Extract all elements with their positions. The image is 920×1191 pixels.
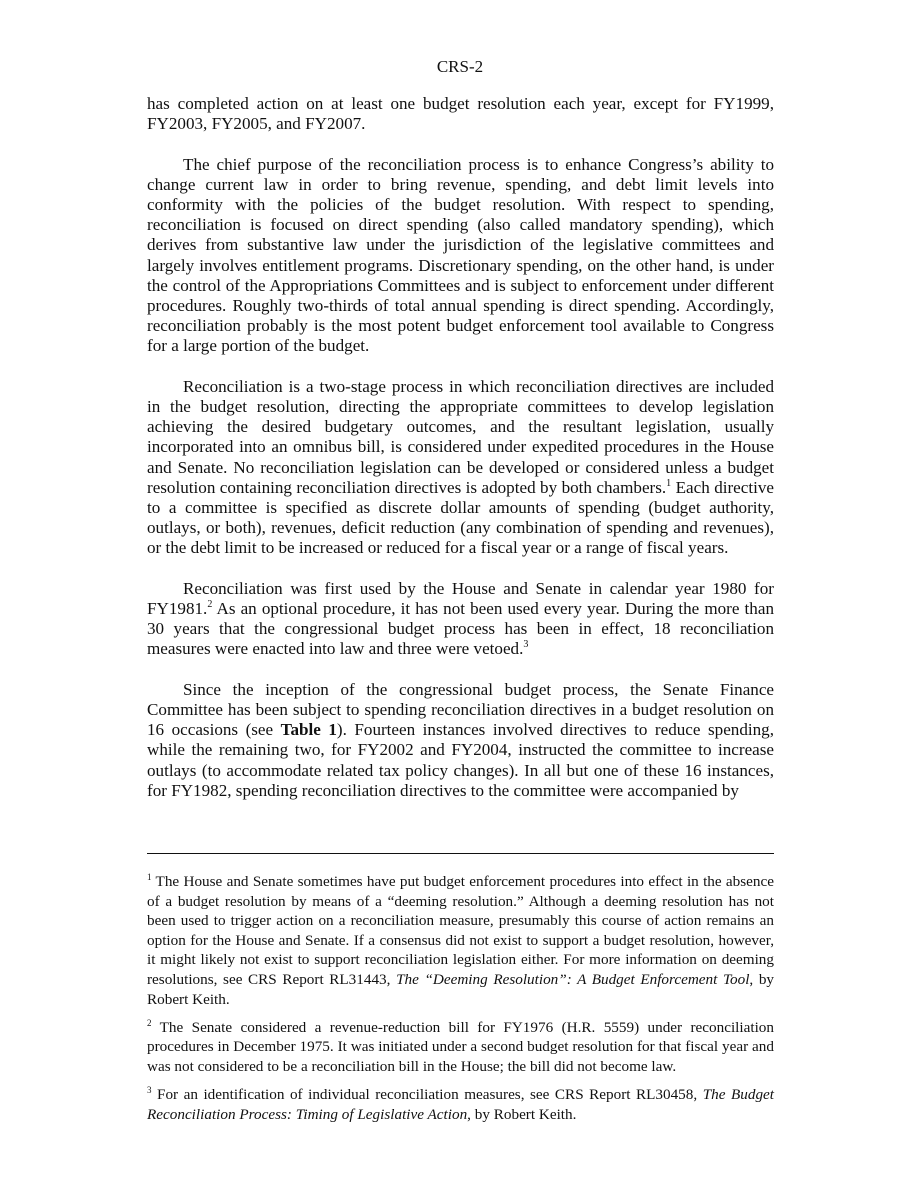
paragraph-purpose xyxy=(147,155,774,357)
page-header: CRS-2 xyxy=(436,57,484,76)
footnote-ref[interactable]: 2 xyxy=(207,599,213,611)
paragraph-continuation xyxy=(147,94,774,134)
footnote-3 xyxy=(147,1085,774,1124)
paragraph-history xyxy=(147,579,774,660)
paragraph-finance-committee xyxy=(147,680,774,801)
footnote-text: The House and Senate sometimes have put budget enforcement procedures into effect in the absence of a budget resolution by means of a “deeming resolution.” Although a deeming resolution has not been used to trigger action on a reconciliation measure, presumably this course of action remains an option for the House and Senate. If a consensus did not exist to support a budget resolution, however, it might likely not exist to support reconciliation legislation either. For more information on deeming resolutions, see CRS Report RL31443, xyxy=(147,873,774,988)
paragraph-text: Each directive to a committee is specified as discrete dollar amounts of spending (budget authority, outlays, or both), revenues, deficit reduction (any combination of spending and revenues), or the debt limit to be increased or reduced for a fiscal year or a range of fiscal years. xyxy=(147,477,774,558)
footnote-ref[interactable]: 1 xyxy=(666,477,672,489)
footnote-2 xyxy=(147,1018,774,1077)
paragraph-text: Since the inception of the congressional budget process, the Senate Finance Committee has been subject to spending reconciliation directives in a budget resolution on 16 occasions (see xyxy=(147,679,774,740)
table-reference[interactable]: Table 1 xyxy=(280,720,337,740)
footnote-citation-title: The “Deeming Resolution”: A Budget Enforcement Tool xyxy=(396,970,750,988)
paragraph-two-stage xyxy=(147,377,774,559)
footnote-text: , by Robert Keith. xyxy=(147,970,775,1008)
footnote-text: For an identification of individual reconciliation measures, see CRS Report RL30458, xyxy=(157,1085,703,1103)
footnote-number: 3 xyxy=(147,1084,152,1095)
body-text xyxy=(147,94,774,821)
footnote-number: 1 xyxy=(147,872,152,882)
footnote-divider xyxy=(147,853,774,854)
footnote-1 xyxy=(147,872,774,1009)
paragraph-text: has completed action on at least one budget resolution each year, except for FY1999, FY2003, FY2005, and FY2007. xyxy=(147,94,774,134)
footnote-number: 2 xyxy=(147,1017,152,1028)
paragraph-text: The chief purpose of the reconciliation process is to enhance Congress’s ability to change current law in order to bring revenue, spending, and debt limit levels into conformity with the policies of the budget resolution. With respect to spending, reconciliation is focused on direct spending (also called mandatory spending), which derives from substantive law under the jurisdiction of the legislative committees and largely involves entitlement programs. Discretionary spending, on the other hand, is under the control of the Appropriations Committees and is subject to enforcement under different procedures. Roughly two-thirds of total annual spending is direct spending. Accordingly, reconciliation probably is the most potent budget enforcement tool available to Congress for a large portion of the budget. xyxy=(147,154,774,356)
paragraph-text: ). Fourteen instances involved directives to reduce spending, while the remaining two, for FY2002 and FY2004, instructed the committee to increase outlays (to accommodate related tax policy changes). In all but one of these 16 instances, for FY1982, spending reconciliation directives to the committee were accompanied by xyxy=(147,720,774,800)
paragraph-text: Reconciliation was first used by the House and Senate in calendar year 1980 for FY1981. xyxy=(147,578,774,619)
footnote-text: The Senate considered a revenue-reduction bill for FY1976 (H.R. 5559) under reconciliation procedures in December 1975. It was initiated under a second budget resolution for that fiscal year and was not considered to be a reconciliation bill in the House; the bill did not become law. xyxy=(147,1018,774,1075)
footnote-ref[interactable]: 3 xyxy=(523,639,529,651)
footnote-text: , by Robert Keith. xyxy=(467,1105,577,1123)
footnote-citation-title: The Budget Reconciliation Process: Timing of Legislative Action xyxy=(147,1085,774,1123)
paragraph-text: As an optional procedure, it has not been used every year. During the more than 30 years that the congressional budget process has been in effect, 18 reconciliation measures were enacted into law and three were vetoed. xyxy=(147,599,774,659)
footnotes xyxy=(147,872,774,1133)
paragraph-text: Reconciliation is a two-stage process in which reconciliation directives are included in the budget resolution, directing the appropriate committees to develop legislation achieving the desired budgetary outcomes, and the resultant legislation, usually incorporated into an omnibus bill, is considered under expedited procedures in the House and Senate. No reconciliation legislation can be developed or considered unless a budget resolution containing reconciliation directives is adopted by both chambers. xyxy=(147,376,774,497)
